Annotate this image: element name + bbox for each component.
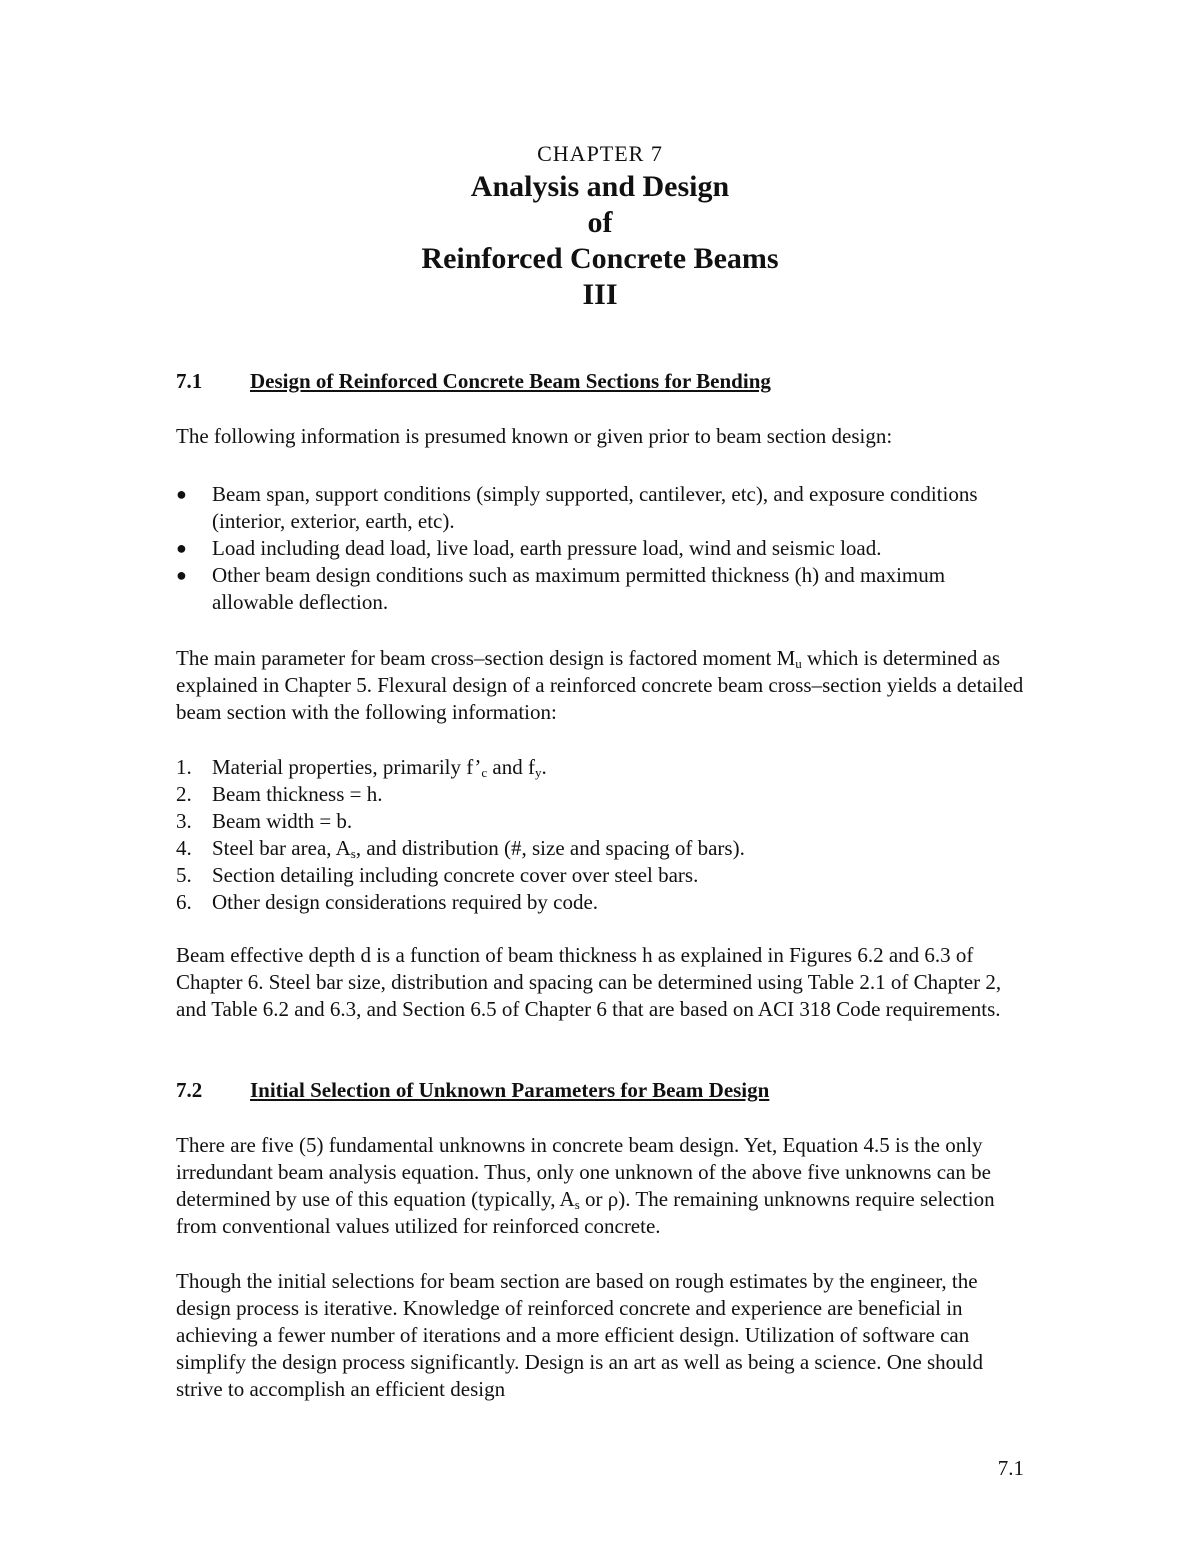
- bullet-icon: ●: [176, 538, 187, 558]
- title-line-2: of: [587, 206, 613, 239]
- list-item: 2. Beam thickness = h.: [176, 782, 383, 806]
- section-7-2-number: 7.2: [176, 1078, 203, 1102]
- section-7-1-heading: [176, 369, 771, 394]
- list-item: 1. Material properties, primarily $f’_c$ and $f_y$.: [176, 755, 547, 780]
- title-line-4: III: [582, 278, 618, 311]
- bullet-icon: ●: [176, 484, 187, 504]
- section-7-1-number: 7.1: [176, 369, 203, 393]
- list-item: 3. Beam width = b.: [176, 809, 353, 833]
- bullet-item: ● Load including dead load, live load, earth pressure load, wind and seismic load.: [176, 536, 882, 560]
- title-line-3: Reinforced Concrete Beams: [421, 242, 779, 275]
- section-7-1-title: Design of Reinforced Concrete Beam Sections for Bending: [250, 369, 771, 393]
- section-7-2-heading: [176, 1078, 769, 1103]
- list-item: 4. Steel bar area, $A_s$, and distribution (#, size and spacing of bars).: [176, 836, 745, 861]
- effective-depth-paragraph: Beam effective depth d is a function of beam thickness h as explained in Figures 6.2 and 6.3 of Chapter 6. Steel bar size, distribution and spacing can be determined using Table 2.1 of Chapter 2, and Table 6.2 and 6.3, and Section 6.5 of Chapter 6 that are based on ACI 318 Code requirements.: [176, 943, 1002, 1021]
- bullet-icon: ●: [176, 565, 187, 585]
- bullet-item: ● Beam span, support conditions (simply supported, cantilever, etc), and exposure conditions (interior, exterior, earth, etc).: [176, 482, 978, 533]
- list-item: 6. Other design considerations required by code.: [176, 890, 599, 914]
- title-line-1: Analysis and Design: [470, 170, 730, 203]
- conditions-bullet-list: [176, 481, 1026, 616]
- intro-paragraph: The following information is presumed known or given prior to beam section design:: [176, 424, 893, 448]
- iterative-design-paragraph: Though the initial selections for beam section are based on rough estimates by the engineer, the design process is iterative. Knowledge of reinforced concrete and experience are beneficial in achieving a fewer number of iterations and a more efficient design. Utilization of software can simplify the design process significantly. Design is an art as well as being a science. One should strive to accomplish an efficient design: [176, 1269, 983, 1401]
- page-number: 7.1: [997, 1456, 1024, 1480]
- section-info-numbered-list: [176, 754, 1026, 916]
- list-item: 5. Section detailing including concrete cover over steel bars.: [176, 863, 699, 887]
- factored-moment-paragraph: The main parameter for beam cross–section design is factored moment $M_u$ which is determined as explained in Chapter 5. Flexural design of a reinforced concrete beam cross–section yields a detailed beam section with the following information:: [176, 646, 1024, 724]
- chapter-label: CHAPTER 7: [537, 141, 663, 166]
- unknowns-paragraph: There are five (5) fundamental unknowns in concrete beam design. Yet, Equation 4.5 is the only irredundant beam analysis equation. Thus, only one unknown of the above five unknowns can be determined by use of this equation (typically, $A_s$ or ρ). The remaining unknowns require selection from conventional values utilized for reinforced concrete.: [176, 1133, 995, 1238]
- bullet-item: ● Other beam design conditions such as maximum permitted thickness (h) and maximum allowable deflection.: [176, 563, 946, 614]
- section-7-2-title: Initial Selection of Unknown Parameters for Beam Design: [250, 1078, 770, 1102]
